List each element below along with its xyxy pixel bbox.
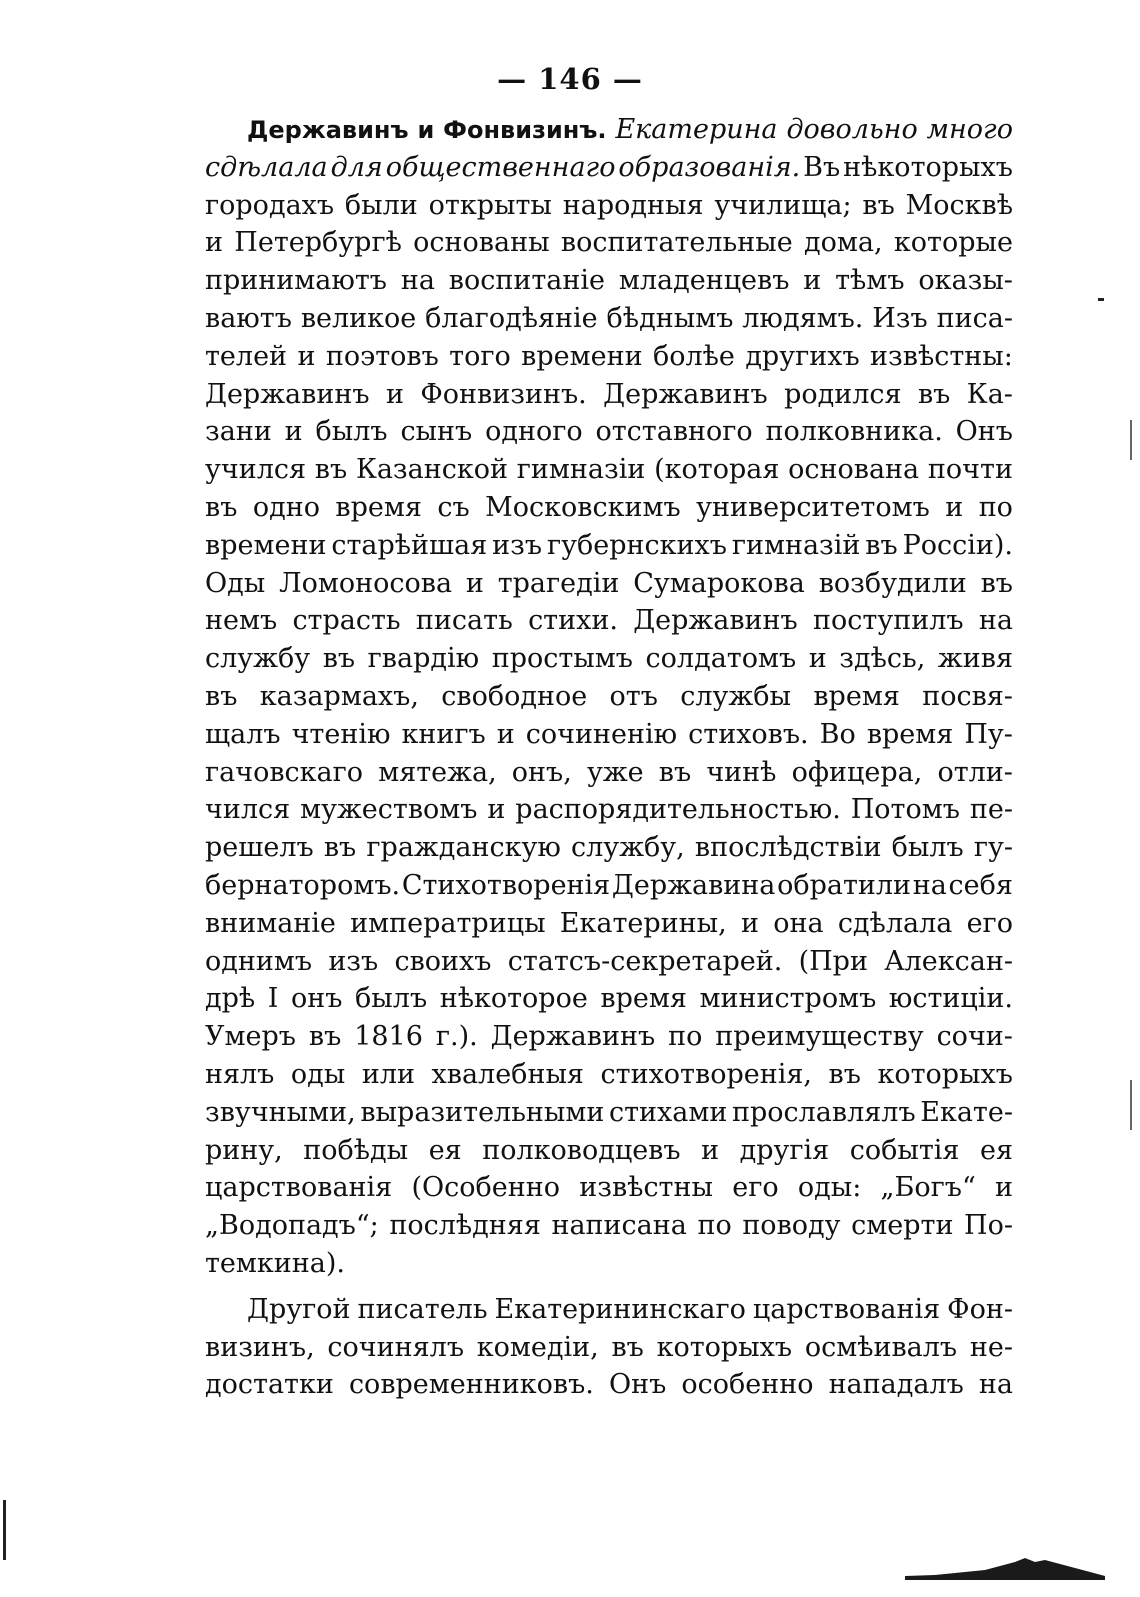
- word: народныя: [562, 189, 704, 221]
- word: она: [773, 907, 824, 939]
- word: и: [385, 378, 404, 410]
- word: По-: [964, 1210, 1013, 1242]
- word: прославлялъ: [732, 1096, 916, 1128]
- word: великое: [300, 302, 417, 334]
- word: императрицы: [350, 907, 546, 939]
- scan-mark: [1098, 298, 1104, 301]
- word: сдѣлала: [205, 151, 328, 183]
- word: I: [267, 983, 279, 1015]
- word: Въ: [803, 151, 841, 183]
- word: мятежа,: [378, 756, 497, 788]
- word: Во: [819, 718, 856, 750]
- word: Пу-: [964, 718, 1013, 750]
- word: оказы-: [918, 265, 1013, 297]
- word: преимуществу: [715, 1021, 924, 1053]
- word: пе-: [969, 794, 1013, 826]
- word: темкина).: [205, 1247, 345, 1279]
- word: Москвѣ: [905, 189, 1013, 221]
- word: отли-: [937, 756, 1013, 788]
- word: посвя-: [922, 680, 1013, 712]
- text-line: [205, 1135, 1013, 1173]
- word: простымъ: [491, 643, 633, 675]
- scan-mark: [3, 1500, 6, 1560]
- text-line: [205, 908, 1013, 946]
- text-line: [205, 1172, 1013, 1210]
- word: по: [697, 1210, 732, 1242]
- word: въ: [322, 643, 356, 675]
- word: открыты: [428, 189, 552, 221]
- word: и: [487, 794, 506, 826]
- word: и: [205, 227, 223, 259]
- word: службу,: [571, 832, 685, 864]
- word: „Богъ“: [880, 1172, 976, 1204]
- word: Онъ: [955, 416, 1013, 448]
- word: людямъ.: [742, 302, 864, 334]
- word: университетомъ: [696, 491, 930, 523]
- word: младенцевъ: [618, 265, 790, 297]
- word: на: [912, 869, 947, 901]
- word: (При: [798, 945, 868, 977]
- word: писа-: [936, 302, 1013, 334]
- ink-smudge: [905, 1548, 1105, 1580]
- word: и: [995, 1172, 1013, 1204]
- word: своихъ: [394, 945, 492, 977]
- word: для: [330, 151, 383, 183]
- word: нялъ: [205, 1058, 275, 1090]
- text-line: [205, 303, 1013, 341]
- text-line: [205, 1210, 1013, 1248]
- word: въ: [323, 832, 357, 864]
- word: сочиненію: [525, 718, 678, 750]
- word: офицера,: [791, 756, 923, 788]
- word: по: [978, 491, 1013, 523]
- word: Изъ: [872, 302, 928, 334]
- word: времени: [521, 340, 643, 372]
- word: были: [344, 189, 418, 221]
- word: въ: [980, 567, 1013, 599]
- scan-mark: [1130, 1080, 1132, 1130]
- word: оды:: [797, 1172, 862, 1204]
- word: основаны: [413, 227, 550, 259]
- word: современниковъ.: [348, 1369, 594, 1401]
- word: полководцевъ: [482, 1134, 681, 1166]
- word: ея: [428, 1134, 462, 1166]
- word: изъ: [492, 529, 543, 561]
- word: губернскихъ: [546, 529, 727, 561]
- word: достатки: [205, 1369, 334, 1401]
- word: возбудили: [818, 567, 967, 599]
- word: визинъ,: [205, 1331, 315, 1363]
- text-line: [205, 227, 1013, 265]
- text-line: [205, 1248, 1013, 1286]
- word: зани: [205, 416, 272, 448]
- text-line: [205, 341, 1013, 379]
- word: юстиціи.: [888, 983, 1013, 1015]
- word: выразительными: [360, 1096, 605, 1128]
- word: Державинъ: [490, 1021, 656, 1053]
- word: онъ: [291, 983, 343, 1015]
- word: казармахъ,: [259, 680, 419, 712]
- page-number: — 146 —: [497, 62, 643, 96]
- text-line: [205, 492, 1013, 530]
- word: Фонвизинъ.: [443, 116, 607, 144]
- word: мужествомъ: [300, 794, 478, 826]
- word: которые: [893, 227, 1013, 259]
- word: Державинъ: [205, 378, 370, 410]
- word: живя: [937, 643, 1013, 675]
- word: написана: [551, 1210, 687, 1242]
- text-line: [205, 265, 1013, 303]
- text-line: [205, 643, 1013, 681]
- word: сочинялъ: [327, 1331, 465, 1363]
- text-line: [205, 681, 1013, 719]
- word: стихами: [609, 1096, 728, 1128]
- word: бернаторомъ.: [205, 869, 401, 901]
- word: г.).: [435, 1021, 478, 1053]
- word: время: [335, 491, 422, 523]
- word: решелъ: [205, 832, 314, 864]
- word: одного: [485, 416, 583, 448]
- word: Умеръ: [205, 1021, 296, 1053]
- word: въ: [865, 529, 898, 561]
- word: Другой: [247, 1293, 351, 1325]
- word: Екатерининскаго: [494, 1293, 746, 1325]
- word: Екатерины,: [559, 907, 727, 939]
- word: чинѣ: [706, 756, 777, 788]
- word: царствованія: [205, 1172, 393, 1204]
- text-line: [205, 757, 1013, 795]
- word: нападалъ: [828, 1369, 964, 1401]
- word: Московскимъ: [485, 491, 681, 523]
- word: или: [361, 1058, 415, 1090]
- word: довольно: [786, 114, 918, 145]
- word: изъ: [328, 945, 379, 977]
- word: бѣднымъ: [606, 302, 734, 334]
- word: которыхъ: [877, 1058, 1013, 1090]
- word: училища;: [714, 189, 852, 221]
- word: и: [417, 116, 435, 144]
- word: того: [449, 340, 511, 372]
- word: извѣстны: [579, 1172, 713, 1204]
- text-line: [205, 379, 1013, 417]
- word: его: [732, 1172, 779, 1204]
- word: извѣстны:: [870, 340, 1013, 372]
- paragraph-fonvizin: [205, 1294, 1013, 1407]
- word: по: [668, 1021, 703, 1053]
- word: на: [400, 265, 435, 297]
- word: хвалебныя: [431, 1058, 584, 1090]
- text-line: [205, 719, 1013, 757]
- text-line: [205, 568, 1013, 606]
- word: и: [465, 567, 484, 599]
- word: былъ: [355, 983, 428, 1015]
- word: Алексан-: [884, 945, 1013, 977]
- word: въ: [611, 1331, 644, 1363]
- word: поводу: [742, 1210, 841, 1242]
- text-line: [205, 190, 1013, 228]
- text-line: [205, 870, 1013, 908]
- text-line: [205, 1059, 1013, 1097]
- word: тѣмъ: [835, 265, 905, 297]
- word: другія: [739, 1134, 830, 1166]
- word: Фонвизинъ.: [420, 378, 587, 410]
- word: телей: [205, 340, 288, 372]
- word: министромъ: [699, 983, 877, 1015]
- word: въ: [828, 1058, 861, 1090]
- word: (Особенно: [411, 1172, 560, 1204]
- word: Россіи).: [902, 529, 1013, 561]
- word: принимаютъ: [205, 265, 387, 297]
- word: Державина: [611, 869, 776, 901]
- word: Потомъ: [850, 794, 960, 826]
- word: чтенію: [291, 718, 391, 750]
- text-line: [205, 1294, 1013, 1332]
- word: сынъ: [400, 416, 473, 448]
- word: уже: [586, 756, 644, 788]
- word: учился: [205, 454, 307, 486]
- text-line: [205, 946, 1013, 984]
- word: ваютъ: [205, 302, 292, 334]
- word: сочи-: [936, 1021, 1013, 1053]
- word: Онъ: [608, 1369, 667, 1401]
- word: и: [297, 340, 316, 372]
- word: солдатомъ: [645, 643, 797, 675]
- word: полковника.: [765, 416, 943, 448]
- word: Екате-: [920, 1096, 1013, 1128]
- word: время: [600, 983, 687, 1015]
- word: былъ: [891, 832, 964, 864]
- word: гимназій: [731, 529, 861, 561]
- word: которыхъ: [656, 1331, 793, 1363]
- word: оды: [290, 1058, 346, 1090]
- word: Державинъ: [247, 116, 409, 144]
- text-line: [205, 832, 1013, 870]
- word: нѣкоторыхъ: [843, 151, 1013, 183]
- word: образованія.: [618, 151, 801, 183]
- word: ея: [979, 1134, 1013, 1166]
- word: службу: [205, 643, 311, 675]
- word: чился: [205, 794, 291, 826]
- text-line: [205, 416, 1013, 454]
- word: Державинъ: [633, 605, 798, 637]
- word: и: [808, 643, 827, 675]
- word: въ: [308, 1021, 342, 1053]
- word: писатель: [357, 1293, 488, 1325]
- word: стихи.: [528, 605, 618, 637]
- word: на: [978, 1369, 1013, 1401]
- word: поступилъ: [813, 605, 964, 637]
- word: въ: [658, 756, 692, 788]
- word: и: [701, 1134, 720, 1166]
- word: трагедіи: [497, 567, 620, 599]
- word: въ: [314, 454, 348, 486]
- word: отъ: [609, 680, 658, 712]
- word: Стихотворенія: [401, 869, 611, 901]
- word: Державинъ: [603, 378, 768, 410]
- word: родился: [784, 378, 902, 410]
- text-line: [205, 794, 1013, 832]
- word: Ломоносова: [279, 567, 453, 599]
- word: гражданскую: [366, 832, 561, 864]
- word: комедіи,: [476, 1331, 599, 1363]
- word: общественнаго: [385, 151, 616, 183]
- word: нѣкоторое: [439, 983, 588, 1015]
- word: гимназіи: [516, 454, 646, 486]
- word: книгъ: [401, 718, 486, 750]
- word: Фон-: [947, 1293, 1013, 1325]
- word: въ: [917, 378, 951, 410]
- word: воспитаніе: [448, 265, 605, 297]
- word: гвардію: [367, 643, 480, 675]
- word: много: [926, 114, 1013, 145]
- word: воспитательные: [560, 227, 793, 259]
- word: Екатерина: [615, 114, 778, 145]
- word: 1816: [354, 1021, 423, 1053]
- word: вниманіе: [205, 907, 336, 939]
- word: поэтовъ: [325, 340, 439, 372]
- word: сдѣлала: [837, 907, 953, 939]
- word: страсть: [292, 605, 401, 637]
- word: и: [803, 265, 822, 297]
- text-line: [205, 530, 1013, 568]
- word: Ка-: [966, 378, 1013, 410]
- word: отставного: [595, 416, 753, 448]
- word: онъ,: [511, 756, 572, 788]
- word: въ: [205, 491, 238, 523]
- text-line: [205, 1369, 1013, 1407]
- word: на: [978, 605, 1013, 637]
- word: однимъ: [205, 945, 313, 977]
- word: въ: [205, 680, 238, 712]
- word: дома,: [804, 227, 883, 259]
- word: впослѣдствіи: [694, 832, 882, 864]
- word: одно: [252, 491, 320, 523]
- word: писать: [415, 605, 513, 637]
- word: особенно: [681, 1369, 814, 1401]
- word: звучными,: [205, 1096, 356, 1128]
- word: здѣсь,: [839, 643, 926, 675]
- text-line: [205, 605, 1013, 643]
- word: свободное: [441, 680, 588, 712]
- text-line: [205, 1332, 1013, 1370]
- word: немъ: [205, 605, 278, 637]
- word: городахъ: [205, 189, 335, 221]
- word: не-: [969, 1331, 1013, 1363]
- scan-mark: [1130, 420, 1132, 460]
- word: и: [284, 416, 303, 448]
- word: осмѣивалъ: [804, 1331, 958, 1363]
- word: Оды: [205, 567, 266, 599]
- word: болѣе: [652, 340, 735, 372]
- word: обратили: [777, 869, 912, 901]
- text-line: [205, 983, 1013, 1021]
- word: статсъ-секретарей.: [507, 945, 783, 977]
- word: его: [966, 907, 1013, 939]
- word: время: [813, 680, 900, 712]
- word: стихотворенія,: [600, 1058, 812, 1090]
- text-line: [205, 114, 1013, 152]
- word: гу-: [973, 832, 1013, 864]
- word: „Водопадъ“;: [205, 1210, 379, 1242]
- word: и: [496, 718, 515, 750]
- word: въ: [862, 189, 895, 221]
- word: время: [866, 718, 954, 750]
- word: щалъ: [205, 718, 281, 750]
- word: рину,: [205, 1134, 283, 1166]
- word: и: [945, 491, 964, 523]
- word: Петербургѣ: [234, 227, 402, 259]
- text-line: [205, 152, 1013, 190]
- word: другихъ: [745, 340, 860, 372]
- word: почти: [927, 454, 1013, 486]
- body-text: [205, 114, 1013, 1407]
- word: и: [740, 907, 759, 939]
- word: событія: [849, 1134, 960, 1166]
- word: старѣйшая: [331, 529, 488, 561]
- word: распорядительностью.: [515, 794, 841, 826]
- text-line: [205, 1097, 1013, 1135]
- word: царствованія: [752, 1293, 941, 1325]
- word: основана: [788, 454, 920, 486]
- word: былъ: [315, 416, 388, 448]
- word: стиховъ.: [688, 718, 809, 750]
- word: (которая: [654, 454, 780, 486]
- word: смерти: [851, 1210, 954, 1242]
- word: службы: [680, 680, 792, 712]
- word: времени: [205, 529, 327, 561]
- word: Сумарокова: [633, 567, 805, 599]
- word: Казанской: [355, 454, 508, 486]
- word: побѣды: [303, 1134, 409, 1166]
- word: себя: [948, 869, 1013, 901]
- word: послѣдняя: [389, 1210, 541, 1242]
- word: гачовскаго: [205, 756, 364, 788]
- word: благодѣяніе: [425, 302, 598, 334]
- text-line: [205, 1021, 1013, 1059]
- paragraph-derzhavin: [205, 114, 1013, 1286]
- text-line: [205, 454, 1013, 492]
- word: дрѣ: [205, 983, 256, 1015]
- word: съ: [437, 491, 470, 523]
